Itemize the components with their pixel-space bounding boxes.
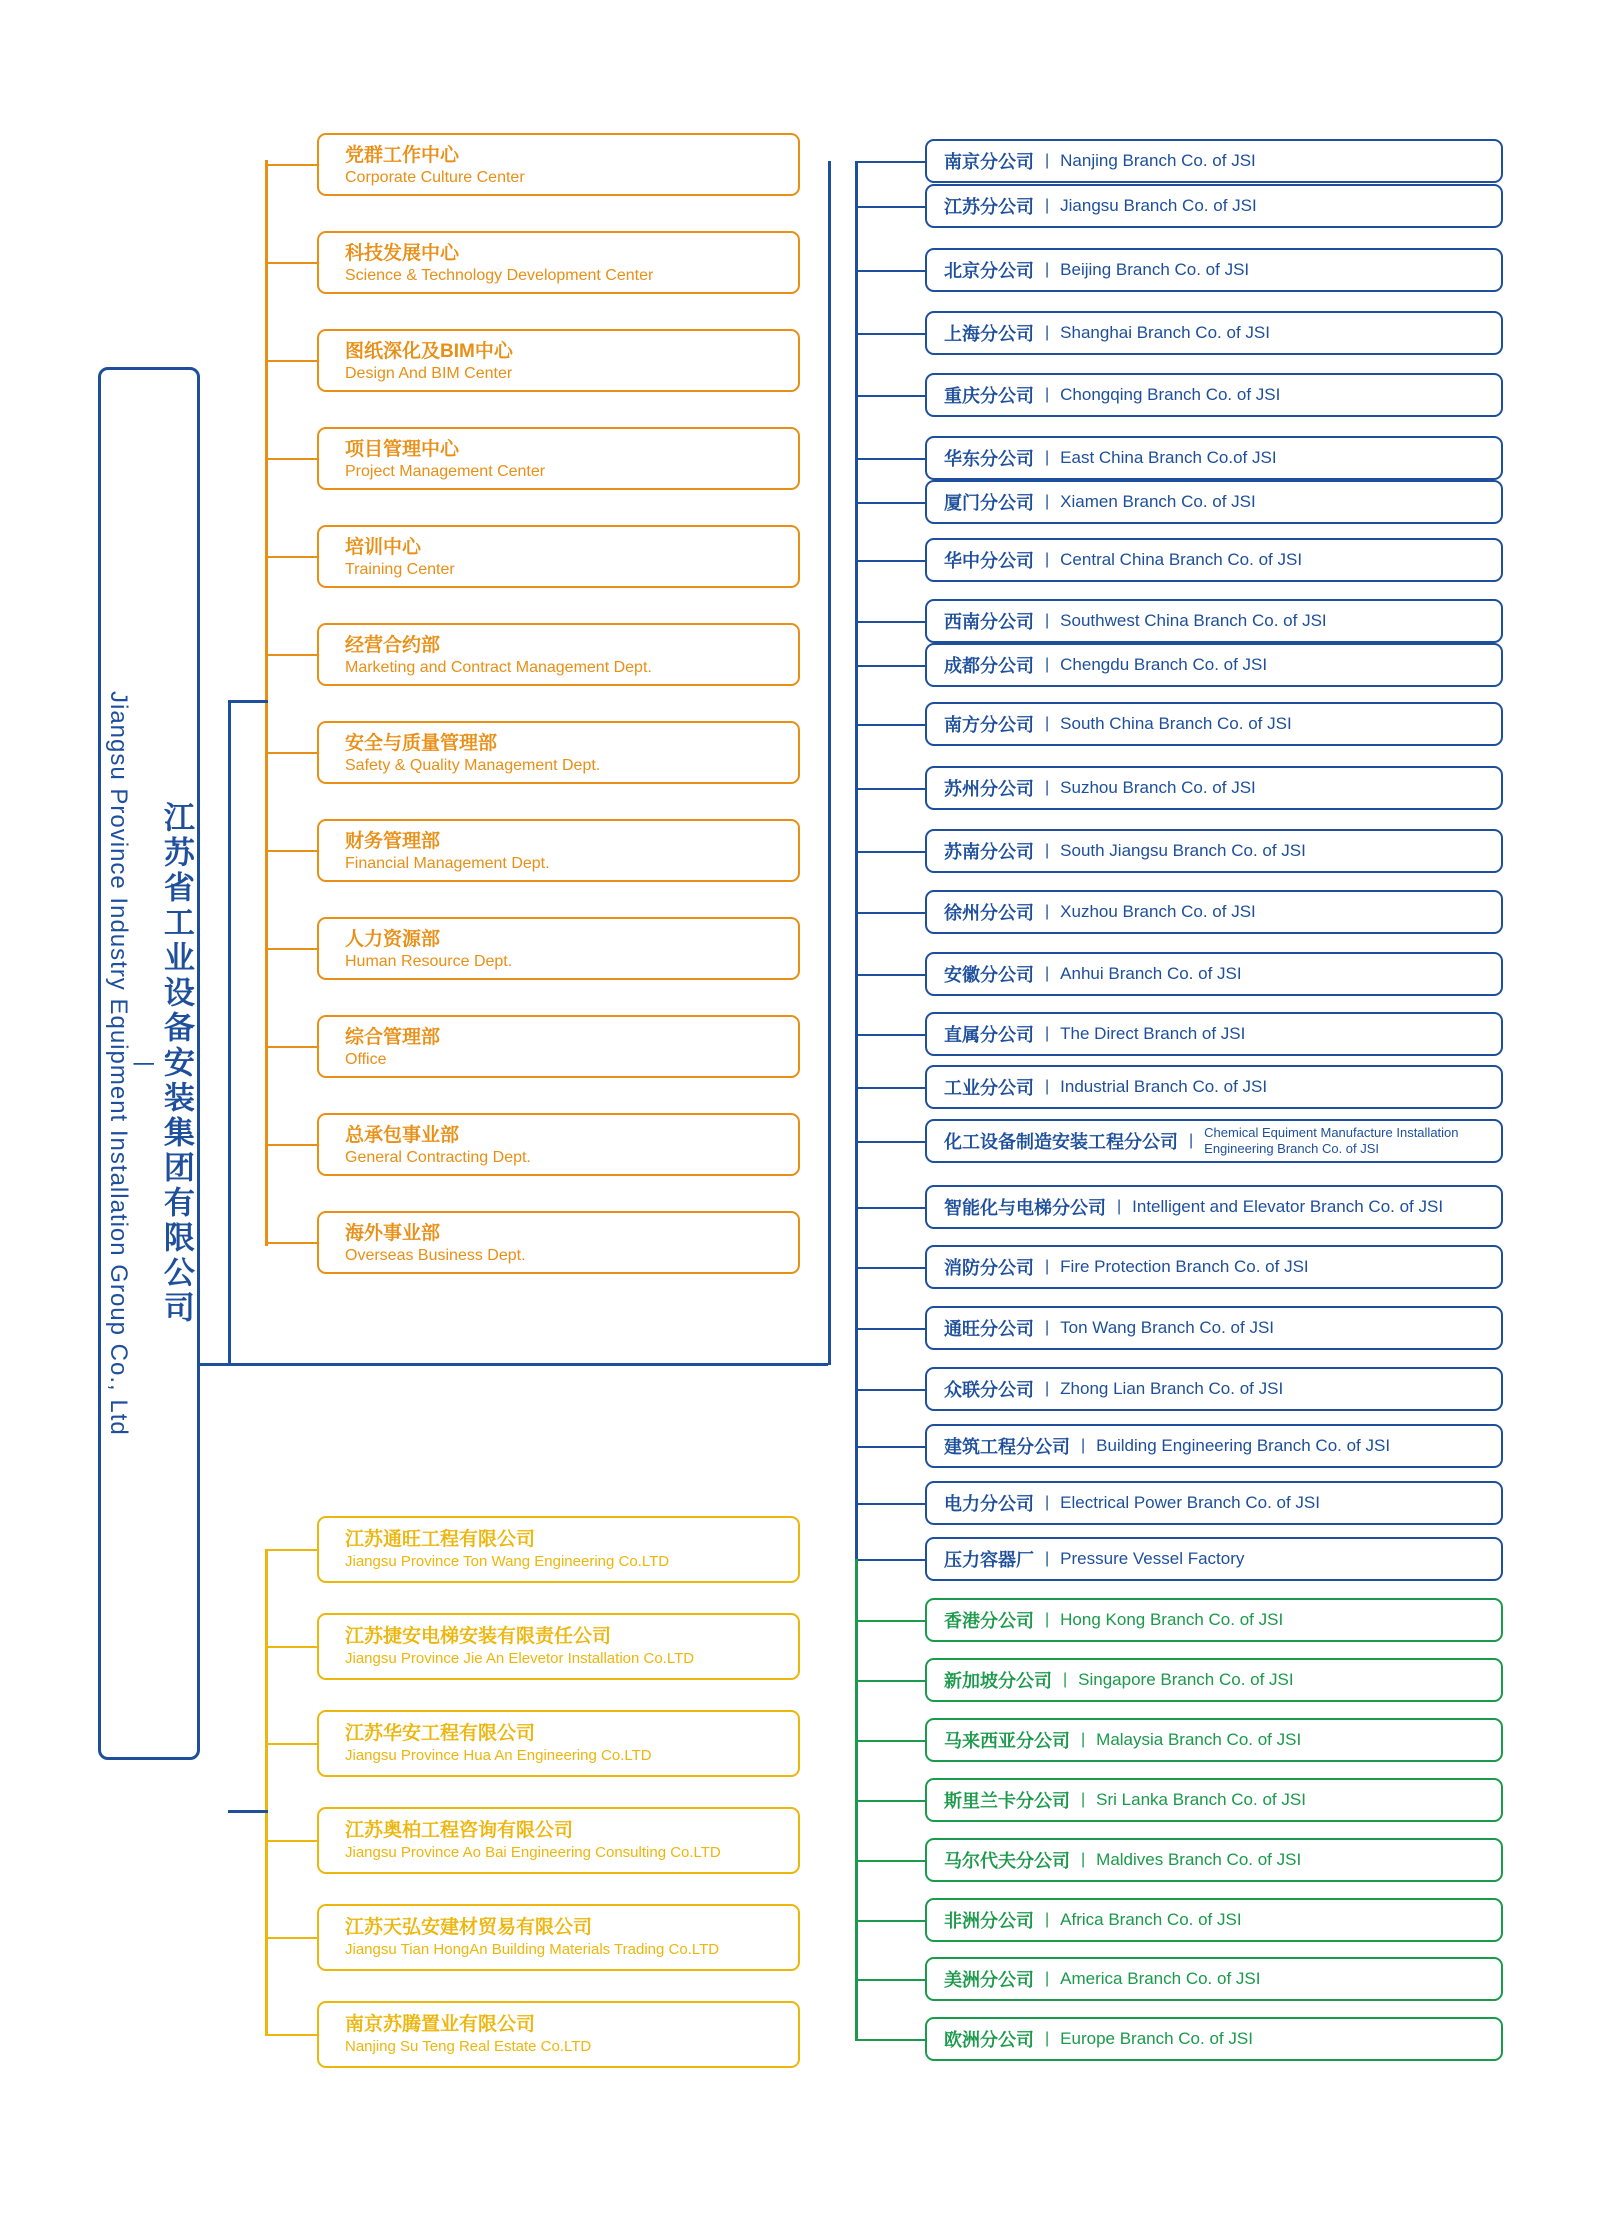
branch-name-cn: 重庆分公司	[944, 386, 1034, 406]
department-box[interactable]	[317, 329, 800, 392]
branch-box[interactable]	[925, 1012, 1503, 1056]
department-name-en: Design And BIM Center	[345, 364, 513, 382]
branch-name-cn: 新加坡分公司	[944, 1671, 1052, 1691]
branch-name-en: Shanghai Branch Co. of JSI	[1060, 323, 1270, 342]
branch-name-cn: 安徽分公司	[944, 965, 1034, 985]
branch-box[interactable]	[925, 1838, 1503, 1882]
branch-box[interactable]	[925, 1245, 1503, 1289]
branch-name-cn: 化工设备制造安装工程分公司	[944, 1132, 1178, 1152]
branch-name-cn: 美洲分公司	[944, 1970, 1034, 1990]
branch-name-en: Central China Branch Co. of JSI	[1060, 550, 1303, 569]
department-name-cn: 人力资源部	[345, 929, 441, 950]
connector-line	[855, 912, 925, 914]
subsidiary-box[interactable]	[317, 1516, 800, 1583]
branch-box[interactable]	[925, 538, 1503, 582]
subsidiary-name-cn: 江苏捷安电梯安装有限责任公司	[345, 1626, 612, 1647]
connector-line	[855, 395, 925, 397]
branch-box[interactable]	[925, 139, 1503, 183]
connector-line	[228, 1810, 268, 1813]
department-name-en: Marketing and Contract Management Dept.	[345, 658, 652, 676]
branch-separator: |	[1045, 842, 1050, 859]
department-box[interactable]	[317, 721, 800, 784]
branch-box[interactable]	[925, 1537, 1503, 1581]
department-name-cn: 项目管理中心	[345, 439, 460, 460]
branch-separator: |	[1081, 1437, 1086, 1454]
connector-line	[855, 560, 925, 562]
connector-line	[855, 2039, 925, 2041]
branch-separator: |	[1045, 715, 1050, 732]
branch-name-en: South China Branch Co. of JSI	[1060, 714, 1292, 733]
branch-name-cn: 华东分公司	[944, 449, 1034, 469]
department-name-cn: 经营合约部	[345, 635, 441, 656]
branch-box[interactable]	[925, 1778, 1503, 1822]
branch-box[interactable]	[925, 1424, 1503, 1468]
department-box[interactable]	[317, 1015, 800, 1078]
connector-line	[855, 1446, 925, 1448]
department-box[interactable]	[317, 1211, 800, 1274]
subsidiary-box[interactable]	[317, 1904, 800, 1971]
connector-line	[855, 1267, 925, 1269]
connector-line	[228, 1363, 828, 1366]
branch-name-en: Electrical Power Branch Co. of JSI	[1060, 1493, 1320, 1512]
connector-line	[855, 1559, 858, 2040]
branch-separator: |	[1045, 152, 1050, 169]
connector-line	[855, 1920, 925, 1922]
connector-line	[855, 270, 925, 272]
branch-name-en: Malaysia Branch Co. of JSI	[1096, 1730, 1302, 1749]
connector-line	[228, 700, 268, 703]
branch-name-cn: 智能化与电梯分公司	[944, 1198, 1106, 1218]
department-name-cn: 海外事业部	[345, 1223, 441, 1244]
connector-line	[855, 1740, 925, 1742]
connector-line	[855, 851, 925, 853]
connector-line	[855, 1141, 925, 1143]
connector-line	[855, 1680, 925, 1682]
department-box[interactable]	[317, 1113, 800, 1176]
connector-line	[855, 621, 925, 623]
branch-name-en: Building Engineering Branch Co. of JSI	[1096, 1436, 1391, 1455]
branch-name-en: Xuzhou Branch Co. of JSI	[1060, 902, 1256, 921]
connector-line	[855, 458, 925, 460]
branch-name-en: Chengdu Branch Co. of JSI	[1060, 655, 1268, 674]
connector-line	[855, 724, 925, 726]
department-name-cn: 培训中心	[345, 537, 422, 558]
branch-box[interactable]	[925, 599, 1503, 643]
branch-box[interactable]	[925, 436, 1503, 480]
branch-name-cn: 斯里兰卡分公司	[944, 1791, 1070, 1811]
root-separator: |	[133, 1060, 159, 1067]
branch-name-en: The Direct Branch of JSI	[1060, 1024, 1246, 1043]
connector-line	[265, 1646, 317, 1648]
branch-name-cn: 消防分公司	[944, 1258, 1034, 1278]
branch-box[interactable]	[925, 480, 1503, 524]
connector-line	[265, 1549, 317, 1551]
branch-box[interactable]	[925, 1306, 1503, 1350]
connector-line	[855, 1328, 925, 1330]
connector-line	[228, 700, 231, 1366]
branch-name-en: South Jiangsu Branch Co. of JSI	[1060, 841, 1306, 860]
branch-name-en: Xiamen Branch Co. of JSI	[1060, 492, 1256, 511]
subsidiary-box[interactable]	[317, 1613, 800, 1680]
department-name-en: Safety & Quality Management Dept.	[345, 756, 601, 774]
department-name-en: Training Center	[345, 560, 455, 578]
branch-name-en: Anhui Branch Co. of JSI	[1060, 964, 1242, 983]
connector-line	[855, 161, 925, 163]
branch-separator: |	[1045, 386, 1050, 403]
branch-name-en: Europe Branch Co. of JSI	[1060, 2029, 1253, 2048]
subsidiary-name-cn: 南京苏腾置业有限公司	[345, 2014, 536, 2035]
connector-line	[855, 665, 925, 667]
branch-separator: |	[1045, 965, 1050, 982]
branch-box[interactable]	[925, 702, 1503, 746]
branch-box[interactable]	[925, 1718, 1503, 1762]
connector-line	[200, 1363, 230, 1366]
branch-name-en: Suzhou Branch Co. of JSI	[1060, 778, 1256, 797]
branch-box[interactable]	[925, 829, 1503, 873]
department-name-en: Project Management Center	[345, 462, 546, 480]
branch-name-en: Zhong Lian Branch Co. of JSI	[1060, 1379, 1284, 1398]
connector-line	[855, 206, 925, 208]
subsidiary-name-en: Jiangsu Province Hua An Engineering Co.LTD	[345, 1746, 652, 1764]
connector-line	[265, 360, 317, 362]
connector-line	[828, 161, 831, 1365]
branch-name-cn: 马来西亚分公司	[944, 1731, 1070, 1751]
connector-line	[265, 1840, 317, 1842]
connector-line	[855, 1620, 925, 1622]
branch-separator: |	[1045, 1494, 1050, 1511]
department-name-cn: 财务管理部	[345, 831, 441, 852]
branch-box[interactable]	[925, 1119, 1503, 1163]
branch-separator: |	[1045, 2030, 1050, 2047]
connector-line	[855, 1800, 925, 1802]
subsidiary-name-en: Jiangsu Province Ton Wang Engineering Co.LTD	[345, 1552, 670, 1570]
branch-name-en: Chongqing Branch Co. of JSI	[1060, 385, 1281, 404]
department-name-cn: 总承包事业部	[345, 1125, 460, 1146]
branch-name-en: Industrial Branch Co. of JSI	[1060, 1077, 1268, 1096]
branch-box[interactable]	[925, 1658, 1503, 1702]
subsidiary-box[interactable]	[317, 2001, 800, 2068]
connector-line	[265, 1743, 317, 1745]
subsidiary-name-en: Jiangsu Province Jie An Elevetor Installation Co.LTD	[345, 1649, 695, 1667]
branch-separator: |	[1117, 1198, 1122, 1215]
branch-name-cn: 电力分公司	[944, 1494, 1034, 1514]
branch-separator: |	[1189, 1132, 1194, 1149]
connector-line	[265, 752, 317, 754]
connector-line	[855, 1979, 925, 1981]
branch-separator: |	[1045, 1550, 1050, 1567]
branch-name-cn: 马尔代夫分公司	[944, 1851, 1070, 1871]
connector-line	[265, 1937, 317, 1939]
branch-name-en: Jiangsu Branch Co. of JSI	[1060, 196, 1257, 215]
branch-box[interactable]	[925, 1185, 1503, 1229]
connector-line	[855, 161, 858, 1561]
branch-box[interactable]	[925, 248, 1503, 292]
branch-box[interactable]	[925, 952, 1503, 996]
branch-name-en: Intelligent and Elevator Branch Co. of JSI	[1132, 1197, 1444, 1216]
connector-line	[265, 262, 317, 264]
branch-separator: |	[1045, 449, 1050, 466]
branch-box[interactable]	[925, 373, 1503, 417]
subsidiary-box[interactable]	[317, 1807, 800, 1874]
connector-line	[855, 1207, 925, 1209]
branch-name-cn: 徐州分公司	[944, 903, 1034, 923]
branch-box[interactable]	[925, 311, 1503, 355]
branch-name-cn: 香港分公司	[944, 1611, 1034, 1631]
department-box[interactable]	[317, 623, 800, 686]
connector-line	[265, 1144, 317, 1146]
connector-line	[265, 1550, 268, 2035]
connector-line	[855, 974, 925, 976]
branch-name-cn: 非洲分公司	[944, 1911, 1034, 1931]
branch-separator: |	[1045, 493, 1050, 510]
branch-name-en: Africa Branch Co. of JSI	[1060, 1910, 1242, 1929]
department-name-en: Office	[345, 1050, 387, 1068]
branch-name-cn: 南京分公司	[944, 152, 1034, 172]
branch-name-cn: 江苏分公司	[944, 197, 1034, 217]
subsidiary-name-cn: 江苏奥柏工程咨询有限公司	[345, 1820, 574, 1841]
branch-box[interactable]	[925, 890, 1503, 934]
branch-separator: |	[1045, 261, 1050, 278]
connector-line	[265, 458, 317, 460]
branch-box[interactable]	[925, 1367, 1503, 1411]
branch-name-en: Fire Protection Branch Co. of JSI	[1060, 1257, 1309, 1276]
branch-name-en: Maldives Branch Co. of JSI	[1096, 1850, 1302, 1869]
branch-separator: |	[1063, 1671, 1068, 1688]
subsidiary-name-en: Nanjing Su Teng Real Estate Co.LTD	[345, 2037, 592, 2055]
root-company-name-cn: 江苏省工业设备安装集团有限公司	[158, 801, 194, 1326]
connector-line	[855, 1034, 925, 1036]
branch-box[interactable]	[925, 1481, 1503, 1525]
branch-separator: |	[1045, 551, 1050, 568]
branch-box[interactable]	[925, 766, 1503, 810]
subsidiary-name-cn: 江苏通旺工程有限公司	[345, 1529, 536, 1550]
connector-line	[265, 948, 317, 950]
branch-name-cn: 建筑工程分公司	[944, 1437, 1070, 1457]
branch-separator: |	[1045, 779, 1050, 796]
department-name-en: Overseas Business Dept.	[345, 1246, 526, 1264]
connector-line	[265, 556, 317, 558]
branch-name-cn: 成都分公司	[944, 656, 1034, 676]
branch-name-en: America Branch Co. of JSI	[1060, 1969, 1261, 1988]
branch-name-en: Singapore Branch Co. of JSI	[1078, 1670, 1294, 1689]
branch-separator: |	[1081, 1731, 1086, 1748]
branch-name-en: Ton Wang Branch Co. of JSI	[1060, 1318, 1275, 1337]
department-name-en: General Contracting Dept.	[345, 1148, 531, 1166]
branch-separator: |	[1045, 612, 1050, 629]
branch-separator: |	[1045, 1319, 1050, 1336]
connector-line	[265, 2034, 317, 2036]
branch-name-en: Nanjing Branch Co. of JSI	[1060, 151, 1256, 170]
department-name-en: Human Resource Dept.	[345, 952, 513, 970]
branch-name-cn: 南方分公司	[944, 715, 1034, 735]
department-box[interactable]	[317, 525, 800, 588]
branch-separator: |	[1045, 1611, 1050, 1628]
branch-separator: |	[1045, 1258, 1050, 1275]
branch-name-cn: 通旺分公司	[944, 1319, 1034, 1339]
connector-line	[855, 502, 925, 504]
branch-name-en: East China Branch Co.of JSI	[1060, 448, 1277, 467]
department-box[interactable]	[317, 231, 800, 294]
department-box[interactable]	[317, 917, 800, 980]
branch-box[interactable]	[925, 643, 1503, 687]
connector-line	[855, 1860, 925, 1862]
connector-line	[855, 333, 925, 335]
department-name-cn: 科技发展中心	[345, 243, 460, 264]
connector-line	[265, 164, 317, 166]
branch-name-cn: 厦门分公司	[944, 493, 1034, 513]
branch-name-cn: 众联分公司	[944, 1380, 1034, 1400]
connector-line	[855, 1559, 925, 1561]
branch-name-en: Pressure Vessel Factory	[1060, 1549, 1245, 1568]
branch-box[interactable]	[925, 1898, 1503, 1942]
branch-separator: |	[1081, 1851, 1086, 1868]
branch-box[interactable]	[925, 1957, 1503, 2001]
branch-box[interactable]	[925, 2017, 1503, 2061]
root-company-box	[98, 367, 200, 1760]
branch-name-cn: 北京分公司	[944, 261, 1034, 281]
department-box[interactable]	[317, 427, 800, 490]
branch-separator: |	[1081, 1791, 1086, 1808]
branch-name-cn: 压力容器厂	[944, 1550, 1034, 1570]
connector-line	[265, 654, 317, 656]
department-name-en: Financial Management Dept.	[345, 854, 550, 872]
department-name-cn: 图纸深化及BIM中心	[345, 341, 513, 362]
department-name-en: Science & Technology Development Center	[345, 266, 654, 284]
connector-line	[855, 788, 925, 790]
subsidiary-name-cn: 江苏天弘安建材贸易有限公司	[345, 1917, 593, 1938]
branch-name-cn: 西南分公司	[944, 612, 1034, 632]
connector-line	[265, 850, 317, 852]
branch-separator: |	[1045, 656, 1050, 673]
branch-separator: |	[1045, 197, 1050, 214]
department-name-en: Corporate Culture Center	[345, 168, 525, 186]
connector-line	[855, 1087, 925, 1089]
branch-name-en: Chemical Equiment Manufacture Installation Engineering Branch Co. of JSI	[1204, 1124, 1459, 1156]
connector-line	[265, 1046, 317, 1048]
branch-box[interactable]	[925, 1065, 1503, 1109]
department-name-cn: 综合管理部	[345, 1027, 441, 1048]
branch-name-cn: 苏南分公司	[944, 842, 1034, 862]
subsidiary-box[interactable]	[317, 1710, 800, 1777]
department-box[interactable]	[317, 819, 800, 882]
connector-line	[855, 1503, 925, 1505]
branch-separator: |	[1045, 1380, 1050, 1397]
branch-name-en: Beijing Branch Co. of JSI	[1060, 260, 1250, 279]
branch-separator: |	[1045, 1970, 1050, 1987]
branch-separator: |	[1045, 903, 1050, 920]
branch-name-cn: 工业分公司	[944, 1078, 1034, 1098]
branch-separator: |	[1045, 1911, 1050, 1928]
connector-line	[265, 1242, 317, 1244]
branch-name-cn: 欧洲分公司	[944, 2030, 1034, 2050]
branch-separator: |	[1045, 324, 1050, 341]
branch-name-cn: 华中分公司	[944, 551, 1034, 571]
branch-name-en: Sri Lanka Branch Co. of JSI	[1096, 1790, 1306, 1809]
connector-line	[855, 1389, 925, 1391]
department-name-cn: 安全与质量管理部	[345, 733, 498, 754]
branch-box[interactable]	[925, 1598, 1503, 1642]
subsidiary-name-en: Jiangsu Tian HongAn Building Materials Trading Co.LTD	[345, 1940, 720, 1958]
subsidiary-name-cn: 江苏华安工程有限公司	[345, 1723, 536, 1744]
subsidiary-name-en: Jiangsu Province Ao Bai Engineering Consulting Co.LTD	[345, 1843, 721, 1861]
department-name-cn: 党群工作中心	[345, 145, 460, 166]
branch-name-cn: 上海分公司	[944, 324, 1034, 344]
branch-name-en: Hong Kong Branch Co. of JSI	[1060, 1610, 1284, 1629]
branch-box[interactable]	[925, 184, 1503, 228]
connector-line	[265, 160, 268, 1246]
branch-name-cn: 直属分公司	[944, 1025, 1034, 1045]
branch-separator: |	[1045, 1078, 1050, 1095]
root-company-name-en: Jiangsu Province Industry Equipment Installation Group Co., Ltd	[105, 691, 133, 1436]
branch-separator: |	[1045, 1025, 1050, 1042]
department-box[interactable]	[317, 133, 800, 196]
branch-name-en: Southwest China Branch Co. of JSI	[1060, 611, 1327, 630]
branch-name-cn: 苏州分公司	[944, 779, 1034, 799]
